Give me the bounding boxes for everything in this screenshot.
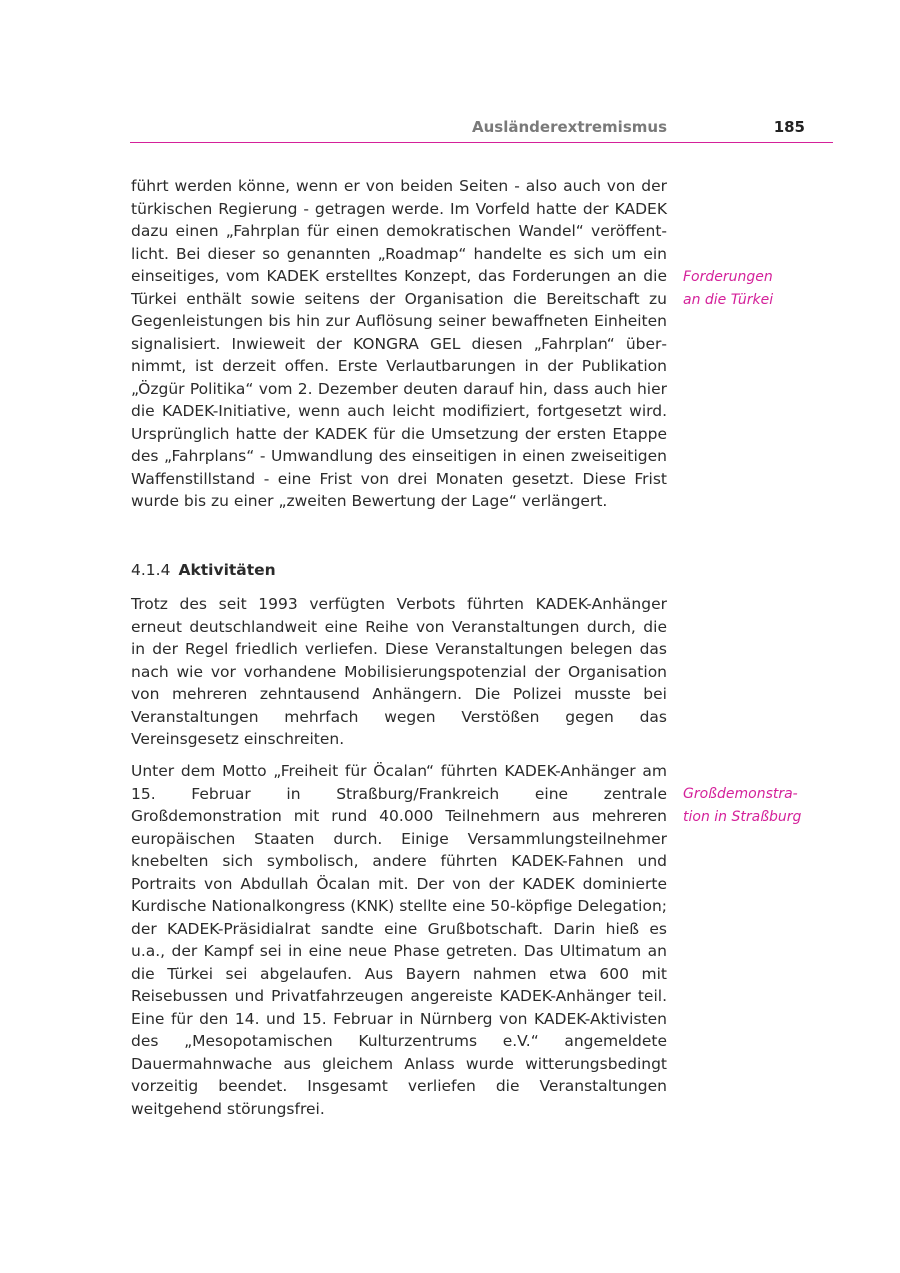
page-number: 185	[773, 118, 805, 136]
paragraph-text: Trotz des seit 1993 verfügten Verbots führten KADEK-Anhänger erneut deutschlandweit eine Reihe von Veranstaltungen durch, die in der Regel friedlich verliefen. Diese Veranstaltungen belegen das nach wie vor vorhandene Mobilisierungspotenzial der Organisation von mehreren zehntausend Anhängern. Die Polizei musste bei Veranstaltungen mehrfach wegen Verstößen gegen das Vereinsgesetz einschreiten.	[131, 595, 667, 748]
body-paragraph-1	[131, 175, 667, 513]
margin-note-line: an die Türkei	[683, 291, 774, 308]
margin-note-line: Forderungen	[683, 269, 773, 285]
margin-note-grossdemonstration	[683, 783, 833, 828]
running-header	[130, 112, 833, 143]
section-heading	[131, 559, 276, 581]
body-paragraph-3	[131, 760, 667, 1120]
margin-note-line: Großdemonstra-	[683, 786, 798, 802]
paragraph-text: führt werden könne, wenn er von beiden Seiten - also auch von der türkischen Regierung - getragen werde. Im Vorfeld hatte der KADEK dazu einen „Fahrplan für einen demokratischen Wandel“ veröffentlicht. Bei dieser so genannten „Roadmap“ handelte es sich um ein einseitiges, vom KADEK erstelltes Konzept, das Forderungen an die Türkei enthält sowie seitens der Organisation die Bereitschaft zu Gegenleistungen bis hin zur Auflösung seiner bewaffneten Einheiten signalisiert. Inwieweit der KONGRA GEL diesen „Fahrplan“ übernimmt, ist derzeit offen. Erste Verlautbarungen in der Publikation „Özgür Politika“ vom 2. Dezember deuten darauf hin, dass auch hier die KADEK-Initiative, wenn auch leicht modifiziert, fortgesetzt wird. Ursprünglich hatte der KADEK für die Umsetzung der ersten Etappe des „Fahrplans“ - Umwandlung des einseitigen in einen zweiseitigen Waffenstillstand - eine Frist von drei Monaten gesetzt. Diese Frist wurde bis zu einer „zweiten Bewertung der Lage“ verlängert.	[131, 177, 667, 510]
running-header-title: Ausländerextremismus	[472, 118, 667, 136]
margin-note-line: tion in Straßburg	[683, 808, 802, 825]
paragraph-text: Unter dem Motto „Freiheit für Öcalan“ führten KADEK-Anhänger am 15. Februar in Straßburg/Frankreich eine zentrale Großdemonstration mit rund 40.000 Teilnehmern aus mehreren europäischen Staaten durch. Einige Versammlungsteilnehmer knebelten sich symbolisch, andere führten KADEK-Fahnen und Portraits von Abdullah Öcalan mit. Der von der KADEK dominierte Kurdische Nationalkongress (KNK) stellte eine 50-köpfige Delegation; der KADEK-Präsidialrat sandte eine Grußbotschaft. Darin hieß es u.a., der Kampf sei in eine neue Phase getreten. Das Ultimatum an die Türkei sei abgelaufen. Aus Bayern nahmen etwa 600 mit Reisebussen und Privatfahrzeugen angereiste KADEK-Anhänger teil. Eine für den 14. und 15. Februar in Nürnberg von KADEK-Aktivisten des „Mesopotamischen Kulturzentrums e.V.“ angemeldete Dauermahnwache aus gleichem Anlass wurde witterungsbedingt vorzeitig beendet. Insgesamt verliefen die Veranstaltungen weitgehend störungsfrei.	[131, 762, 667, 1118]
margin-note-forderungen	[683, 266, 833, 311]
section-title: Aktivitäten	[178, 561, 276, 579]
section-number: 4.1.4	[131, 561, 171, 579]
body-paragraph-2	[131, 593, 667, 751]
